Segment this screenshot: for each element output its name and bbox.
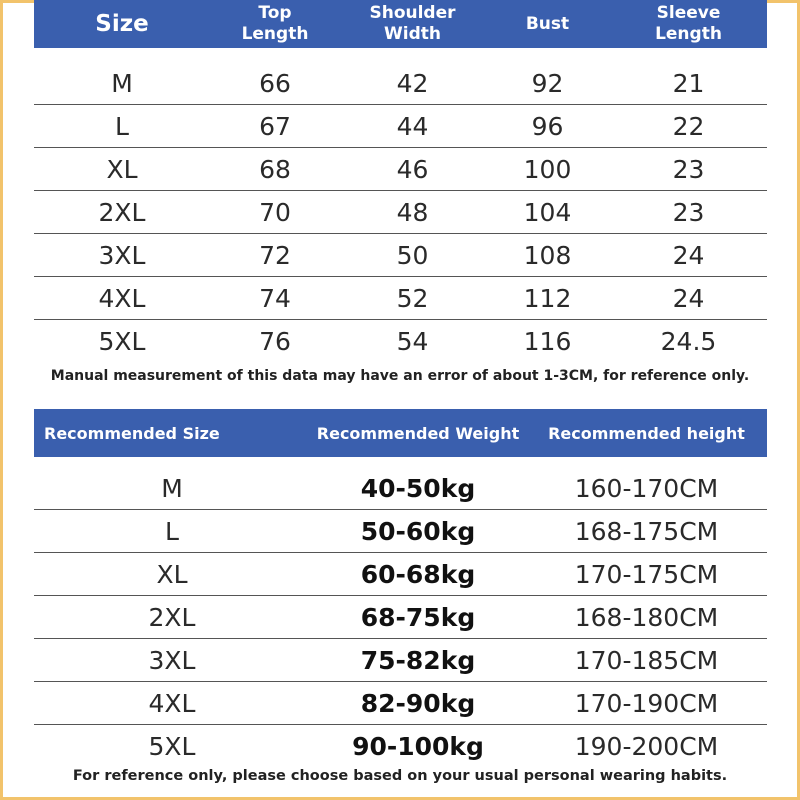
header-sleeve-length: Sleeve Length xyxy=(655,3,722,44)
size-chart-table xyxy=(34,0,767,363)
cell-bust: 112 xyxy=(523,283,572,313)
cell-size: XL xyxy=(156,559,188,589)
cell-bust: 96 xyxy=(531,111,564,141)
cell-size: L xyxy=(165,516,179,546)
cell-weight: 68-75kg xyxy=(360,602,476,632)
cell-sleeve-length: 23 xyxy=(672,154,705,184)
cell-height: 170-185CM xyxy=(574,645,719,675)
cell-size: 3XL xyxy=(98,240,146,270)
table-row xyxy=(34,62,767,105)
table-row xyxy=(34,320,767,363)
cell-height: 190-200CM xyxy=(574,732,719,761)
cell-size: 2XL xyxy=(148,602,196,632)
cell-sleeve-length: 24 xyxy=(672,240,705,270)
cell-height: 170-190CM xyxy=(574,688,719,718)
table-row xyxy=(34,105,767,148)
table-row xyxy=(34,510,767,553)
cell-size: 4XL xyxy=(148,688,196,718)
cell-height: 168-180CM xyxy=(574,602,719,632)
cell-weight: 82-90kg xyxy=(360,688,476,718)
cell-sleeve-length: 22 xyxy=(672,111,705,141)
size-chart-header xyxy=(34,0,767,48)
table-row xyxy=(34,148,767,191)
cell-bust: 108 xyxy=(523,240,572,270)
cell-size: 5XL xyxy=(148,732,196,761)
cell-size: M xyxy=(161,473,183,503)
header-recommended-size: Recommended Size xyxy=(44,423,220,443)
recommend-chart-table xyxy=(34,409,767,768)
table-row xyxy=(34,234,767,277)
table-row xyxy=(34,467,767,510)
cell-sleeve-length: 24 xyxy=(672,283,705,313)
cell-height: 170-175CM xyxy=(574,559,719,589)
cell-height: 168-175CM xyxy=(574,516,719,546)
header-shoulder-width: Shoulder Width xyxy=(369,3,456,44)
cell-bust: 104 xyxy=(523,197,572,227)
header-top-length: Top Length xyxy=(241,3,309,44)
cell-sleeve-length: 24.5 xyxy=(660,327,717,356)
header-bust: Bust xyxy=(525,13,570,34)
cell-size: 4XL xyxy=(98,283,146,313)
cell-height: 160-170CM xyxy=(574,473,719,503)
table-row xyxy=(34,191,767,234)
cell-top-length: 72 xyxy=(259,240,291,270)
cell-shoulder-width: 54 xyxy=(396,327,429,356)
reference-note: For reference only, please choose based on your usual personal wearing habits. xyxy=(72,768,728,784)
recommend-chart-header xyxy=(34,409,767,457)
header-recommended-height: Recommended height xyxy=(548,423,745,443)
header-recommended-weight: Recommended Weight xyxy=(316,423,520,443)
cell-bust: 92 xyxy=(531,68,564,98)
header-size: Size xyxy=(95,10,149,37)
cell-shoulder-width: 46 xyxy=(396,154,429,184)
cell-weight: 75-82kg xyxy=(360,645,476,675)
cell-bust: 100 xyxy=(523,154,572,184)
cell-shoulder-width: 42 xyxy=(396,68,429,98)
table-row xyxy=(34,553,767,596)
measurement-note: Manual measurement of this data may have an error of about 1-3CM, for reference only. xyxy=(50,368,750,384)
cell-size: M xyxy=(111,68,133,98)
cell-shoulder-width: 52 xyxy=(396,283,429,313)
cell-top-length: 67 xyxy=(259,111,291,141)
table-row xyxy=(34,596,767,639)
table-row xyxy=(34,725,767,768)
cell-top-length: 70 xyxy=(259,197,291,227)
cell-shoulder-width: 50 xyxy=(396,240,429,270)
table-row xyxy=(34,639,767,682)
cell-size: L xyxy=(115,111,129,141)
table-row xyxy=(34,277,767,320)
size-chart-rows xyxy=(34,62,767,363)
cell-top-length: 76 xyxy=(259,327,291,356)
cell-weight: 60-68kg xyxy=(360,559,476,589)
cell-weight: 90-100kg xyxy=(352,732,484,761)
cell-size: 2XL xyxy=(98,197,146,227)
cell-shoulder-width: 48 xyxy=(396,197,429,227)
cell-size: XL xyxy=(106,154,138,184)
cell-top-length: 74 xyxy=(259,283,291,313)
cell-weight: 50-60kg xyxy=(360,516,476,546)
recommend-chart-rows xyxy=(34,467,767,768)
cell-weight: 40-50kg xyxy=(360,473,476,503)
cell-size: 3XL xyxy=(148,645,196,675)
table-row xyxy=(34,682,767,725)
cell-top-length: 66 xyxy=(259,68,291,98)
cell-shoulder-width: 44 xyxy=(396,111,429,141)
cell-size: 5XL xyxy=(98,327,146,356)
cell-sleeve-length: 23 xyxy=(672,197,705,227)
cell-bust: 116 xyxy=(523,327,572,356)
cell-sleeve-length: 21 xyxy=(672,68,705,98)
cell-top-length: 68 xyxy=(259,154,291,184)
